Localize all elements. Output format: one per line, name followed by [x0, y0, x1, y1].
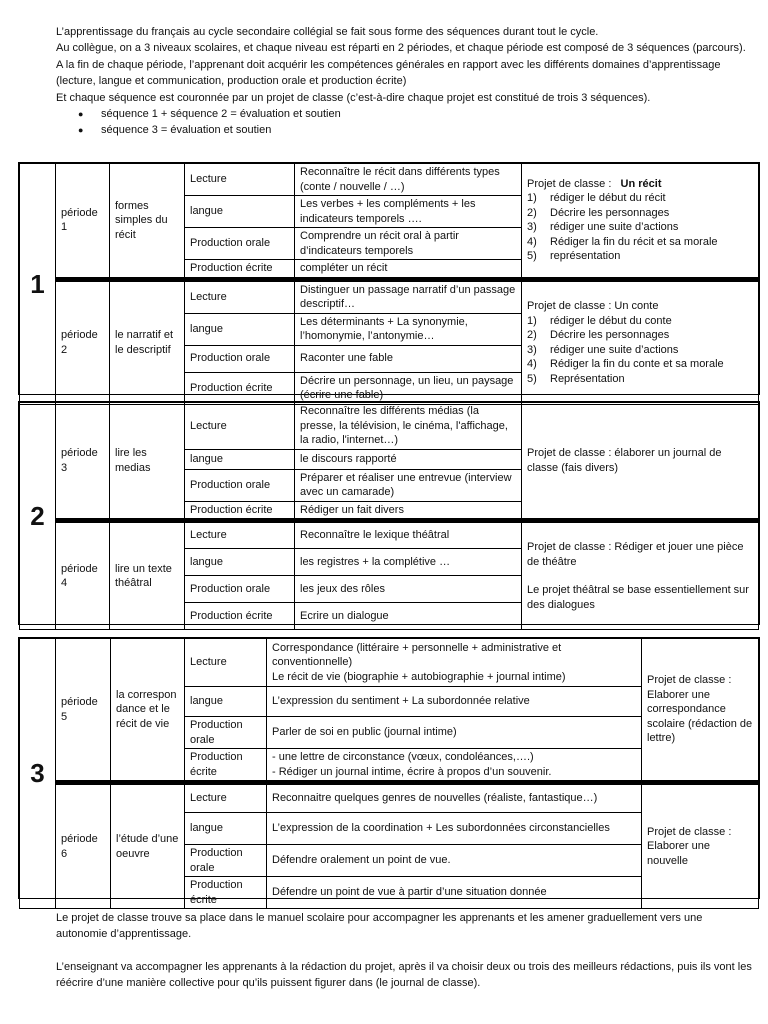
domain-cell: langue: [185, 687, 267, 717]
class-project: [522, 164, 759, 280]
content-cell: Préparer et réaliser une entrevue (interview avec un camarade): [295, 469, 522, 501]
project-steps: [527, 191, 753, 264]
class-project: Projet de classe : Elaborer une correspondance scolaire (rédaction de lettre): [642, 639, 759, 783]
level-2-table: [18, 401, 760, 625]
content-cell: - une lettre de circonstance (vœux, condoléances,….) - Rédiger un journal intime, écrire à propos d’un souvenir.: [267, 749, 642, 783]
domain-cell: langue: [185, 449, 295, 469]
content-cell: Distinguer un passage narratif d’un passage descriptif…: [295, 279, 522, 313]
content-cell: Défendre un point de vue à partir d’une situation donnée: [267, 877, 642, 909]
content-cell: Rédiger un fait divers: [295, 501, 522, 521]
project-title: Projet de classe : Un conte: [527, 300, 659, 312]
project-step: 5) représentation: [527, 250, 621, 263]
period-theme: le narratif et le descriptif: [110, 279, 185, 404]
domain-cell: Production orale: [185, 345, 295, 372]
project-steps: [527, 314, 753, 387]
class-project: [522, 521, 759, 630]
content-cell: le discours rapporté: [295, 449, 522, 469]
conclusion: [56, 910, 752, 1008]
domain-cell: Production orale: [185, 845, 267, 877]
project-step: 2) Décrire les personnages: [527, 329, 670, 341]
content-cell: Parler de soi en public (journal intime): [267, 717, 642, 749]
content-cell: les jeux des rôles: [295, 576, 522, 603]
domain-cell: Production écrite: [185, 877, 267, 909]
project-step: 5) Représentation: [527, 372, 625, 385]
domain-cell: Production écrite: [185, 501, 295, 521]
domain-cell: langue: [185, 313, 295, 345]
domain-cell: Production orale: [185, 717, 267, 749]
intro-paragraph: L’apprentissage du français au cycle secondaire collégial se fait sous forme des séquences durant tout le cycle.: [56, 26, 599, 38]
intro-paragraph: Et chaque séquence est couronnée par un projet de classe (c’est-à-dire chaque projet est constitué de trois 3 séquences).: [56, 91, 651, 104]
period-label: période 3: [56, 403, 110, 521]
project-step: 2) Décrire les personnages: [527, 206, 670, 219]
sequence-item: ● séquence 1 + séquence 2 = évaluation et soutien: [56, 106, 746, 122]
project-step: 1) rédiger le début du récit: [527, 192, 666, 205]
project-title: Projet de classe : Rédiger et jouer une pièce de théâtre: [527, 541, 744, 568]
project-step: 4) Rédiger la fin du récit et sa morale: [527, 235, 718, 248]
conclusion-paragraph: Le projet de classe trouve sa place dans le manuel scolaire pour accompagner les apprenants et les amener graduellement vers une autonomie d’apprentissage.: [56, 912, 703, 941]
domain-cell: Lecture: [185, 403, 295, 450]
period-theme: lire un texte théâtral: [110, 521, 185, 630]
domain-cell: Production écrite: [185, 749, 267, 783]
content-cell: Reconnaître les différents médias (la presse, la télévision, le cinéma, l'affichage, la radio, l'internet…): [295, 403, 522, 450]
intro-paragraph: A la fin de chaque période, l’apprenant doit acquérir les compétences générales en rapport avec les différents domaines d’apprentissage (lecture, langue et communication, production orale et production écrite): [56, 58, 721, 88]
project-prefix: Projet de classe :: [527, 177, 612, 190]
period-theme: formes simples du récit: [110, 164, 185, 280]
level-1-table: [18, 162, 760, 401]
content-cell: L’expression de la coordination + Les subordonnées circonstancielles: [267, 813, 642, 845]
content-cell: les registres + la complétive …: [295, 549, 522, 576]
content-cell: Ecrire un dialogue: [295, 603, 522, 630]
project-step: 3) rédiger une suite d’actions: [527, 221, 679, 234]
domain-cell: Production orale: [185, 469, 295, 501]
domain-cell: langue: [185, 196, 295, 228]
domain-cell: Lecture: [185, 639, 267, 687]
domain-cell: Production orale: [185, 228, 295, 260]
domain-cell: Lecture: [185, 279, 295, 313]
domain-cell: Lecture: [185, 164, 295, 196]
period-theme: la correspon dance et le récit de vie: [111, 639, 185, 783]
content-cell: Décrire un personnage, un lieu, un paysage (écrire une fable): [295, 372, 522, 404]
sequence-item: ● séquence 3 = évaluation et soutien: [56, 122, 746, 138]
domain-cell: langue: [185, 549, 295, 576]
content-cell: Reconnaître le récit dans différents types (conte / nouvelle / …): [295, 164, 522, 196]
class-project: Projet de classe : élaborer un journal de classe (fais divers): [522, 403, 759, 521]
project-name: Un récit: [620, 177, 662, 190]
level-3-table: [18, 637, 760, 906]
period-theme: lire les medias: [110, 403, 185, 521]
intro: [56, 24, 746, 139]
intro-paragraph: Au collègue, on a 3 niveaux scolaires, et chaque niveau est réparti en 2 périodes, et chaque période est composé de 3 séquences (parcours).: [56, 42, 746, 55]
project-step: 1) rédiger le début du conte: [527, 314, 672, 327]
domain-cell: Lecture: [185, 521, 295, 549]
content-cell: Défendre oralement un point de vue.: [267, 845, 642, 877]
domain-cell: Production écrite: [185, 603, 295, 630]
conclusion-paragraph: L’enseignant va accompagner les apprenants à la rédaction du projet, après il va choisir deux ou trois des meilleurs rédactions, puis ils vont les réécrire d’une manière collective pour qu’ils puissent figurer dans (le journal de classe).: [56, 960, 752, 990]
domain-cell: Production écrite: [185, 260, 295, 280]
project-step: 3) rédiger une suite d’actions: [527, 343, 679, 356]
project-step: 4) Rédiger la fin du conte et sa morale: [527, 358, 724, 370]
content-cell: Les verbes + les compléments + les indicateurs temporels ….: [295, 196, 522, 228]
content-cell: Comprendre un récit oral à partir d’indicateurs temporels: [295, 228, 522, 260]
level-number: 1: [20, 164, 56, 405]
content-cell: Reconnaitre quelques genres de nouvelles (réaliste, fantastique…): [267, 783, 642, 813]
period-label: période 5: [56, 639, 111, 783]
class-project: Projet de classe : Elaborer une nouvelle: [642, 783, 759, 909]
content-cell: compléter un récit: [295, 260, 522, 280]
domain-cell: Production écrite: [185, 372, 295, 404]
project-note: Le projet théâtral se base essentiellement sur des dialogues: [527, 584, 749, 611]
level-number: 3: [20, 639, 56, 909]
period-label: période 4: [56, 521, 110, 630]
sequence-list: [56, 106, 746, 139]
domain-cell: Lecture: [185, 783, 267, 813]
content-cell: Reconnaître le lexique théâtral: [295, 521, 522, 549]
content-cell: Raconter une fable: [295, 345, 522, 372]
content-cell: L’expression du sentiment + La subordonnée relative: [267, 687, 642, 717]
period-label: période 6: [56, 783, 111, 909]
period-theme: l’étude d’une oeuvre: [111, 783, 185, 909]
domain-cell: Production orale: [185, 576, 295, 603]
period-label: période 2: [56, 279, 110, 404]
content-cell: Les déterminants + La synonymie, l’homonymie, l’antonymie…: [295, 313, 522, 345]
content-cell: Correspondance (littéraire + personnelle + administrative et conventionnelle) Le récit de vie (biographie + autobiographie + journal intime): [267, 639, 642, 687]
domain-cell: langue: [185, 813, 267, 845]
period-label: période 1: [56, 164, 110, 280]
level-number: 2: [20, 403, 56, 630]
class-project: [522, 279, 759, 404]
